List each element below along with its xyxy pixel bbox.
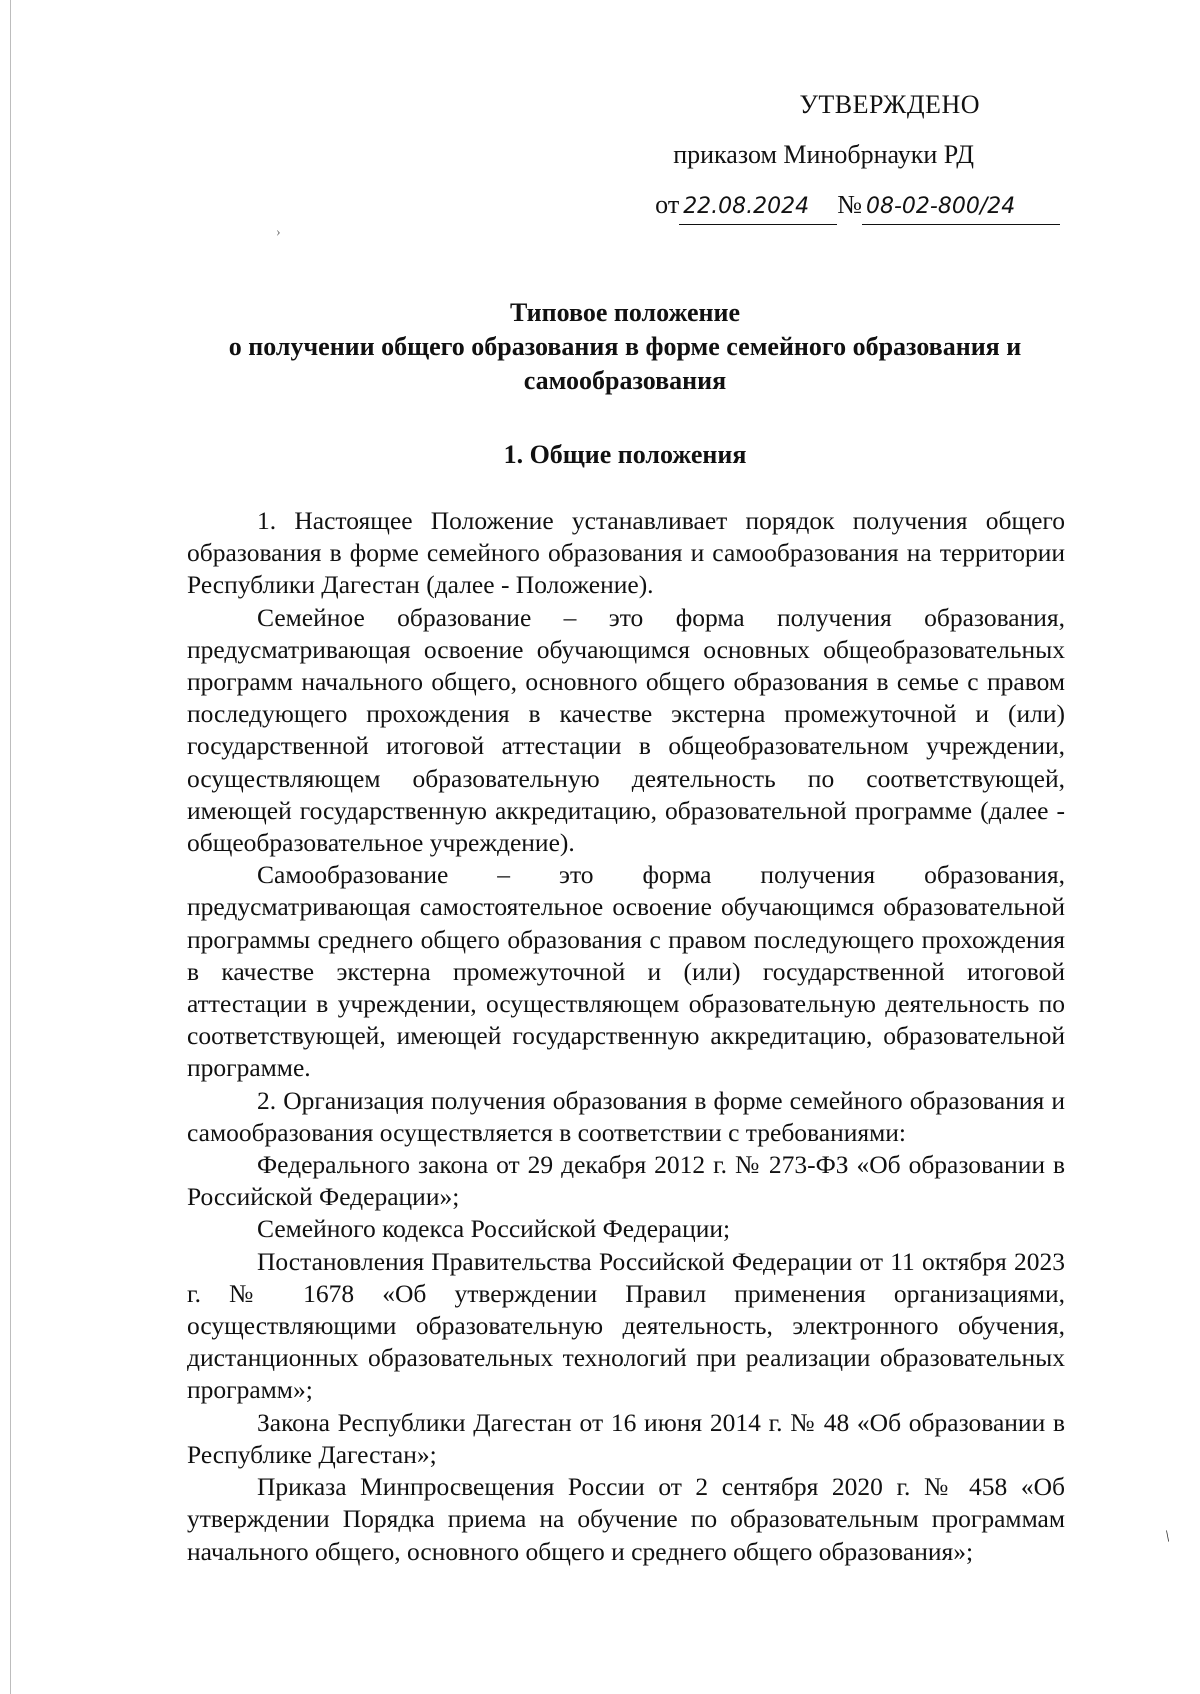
paragraph: Постановления Правительства Российской Федерации от 11 октября 2023 г. № 1678 «Об утверждении Правил применения организациями, осуществляющими образовательную деятельность, электронного обучения, дистанционных образовательных технологий при реализации образовательных программ»; [187,1246,1065,1405]
paragraph: Закона Республики Дагестан от 16 июня 2014 г. № 48 «Об образовании в Республике Дагестан»; [187,1407,1065,1469]
paragraph: 1. Настоящее Положение устанавливает порядок получения общего образования в форме семейного образования и самообразования на территории Республики Дагестан (далее - Положение). [187,506,1065,600]
paragraph: 2. Организация получения образования в форме семейного образования и самообразования осуществляется в соответствии с требованиями: [187,1085,1065,1147]
paragraph: Семейное образование – это форма получения образования, предусматривающая освоение обучающимся основных общеобразовательных программ начального общего, основного общего образования в семье с правом последующего прохождения в качестве экстерна промежуточной и (или) государственной итоговой аттестации в общеобразовательном учреждении, осуществляющем образовательную деятельность по соответствующей, имеющей государственную аккредитацию, образовательной программе (далее - общеобразовательное учреждение). [187,602,1065,858]
handwritten-number: 08-02-800/24 [862,192,1060,225]
title-line-2: о получении общего образования в форме семейного образования и самообразования [228,332,1022,395]
paragraph: Семейного кодекса Российской Федерации; [257,1214,731,1244]
paragraph: Федерального закона от 29 декабря 2012 г. № 273-ФЗ «Об образовании в Российской Федерации»; [187,1150,1065,1212]
approval-block [640,90,1060,225]
approved-stamp-text: УТВЕРЖДЕНО [799,90,980,119]
scan-mark: › [276,225,281,240]
handwritten-date: 22.08.2024 [679,192,837,225]
document-body [187,505,1065,1568]
paragraph: Приказа Минпросвещения России от 2 сентября 2020 г. № 458 «Об утверждении Порядка приема на обучение по образовательным программам начального общего, основного общего и среднего общего образования»; [187,1472,1065,1566]
date-prefix: от [655,190,680,219]
title-line-1: Типовое положение [509,298,741,327]
pen-mark: / [1161,1528,1174,1546]
date-number-line [640,190,1060,225]
paragraph: Самообразование – это форма получения образования, предусматривающая самостоятельное освоение обучающимся образовательной программы среднего общего образования с правом последующего прохождения в качестве экстерна промежуточной и (или) государственной итоговой аттестации в учреждении, осуществляющем образовательную деятельность по соответствующей, имеющей государственную аккредитацию, образовательной программе. [187,860,1065,1083]
section-heading: 1. Общие положения [503,440,747,469]
document-title [195,296,1055,398]
scan-edge-line [10,0,11,1694]
number-prefix: № [837,190,862,219]
order-reference: приказом Минобрнауки РД [673,140,974,169]
